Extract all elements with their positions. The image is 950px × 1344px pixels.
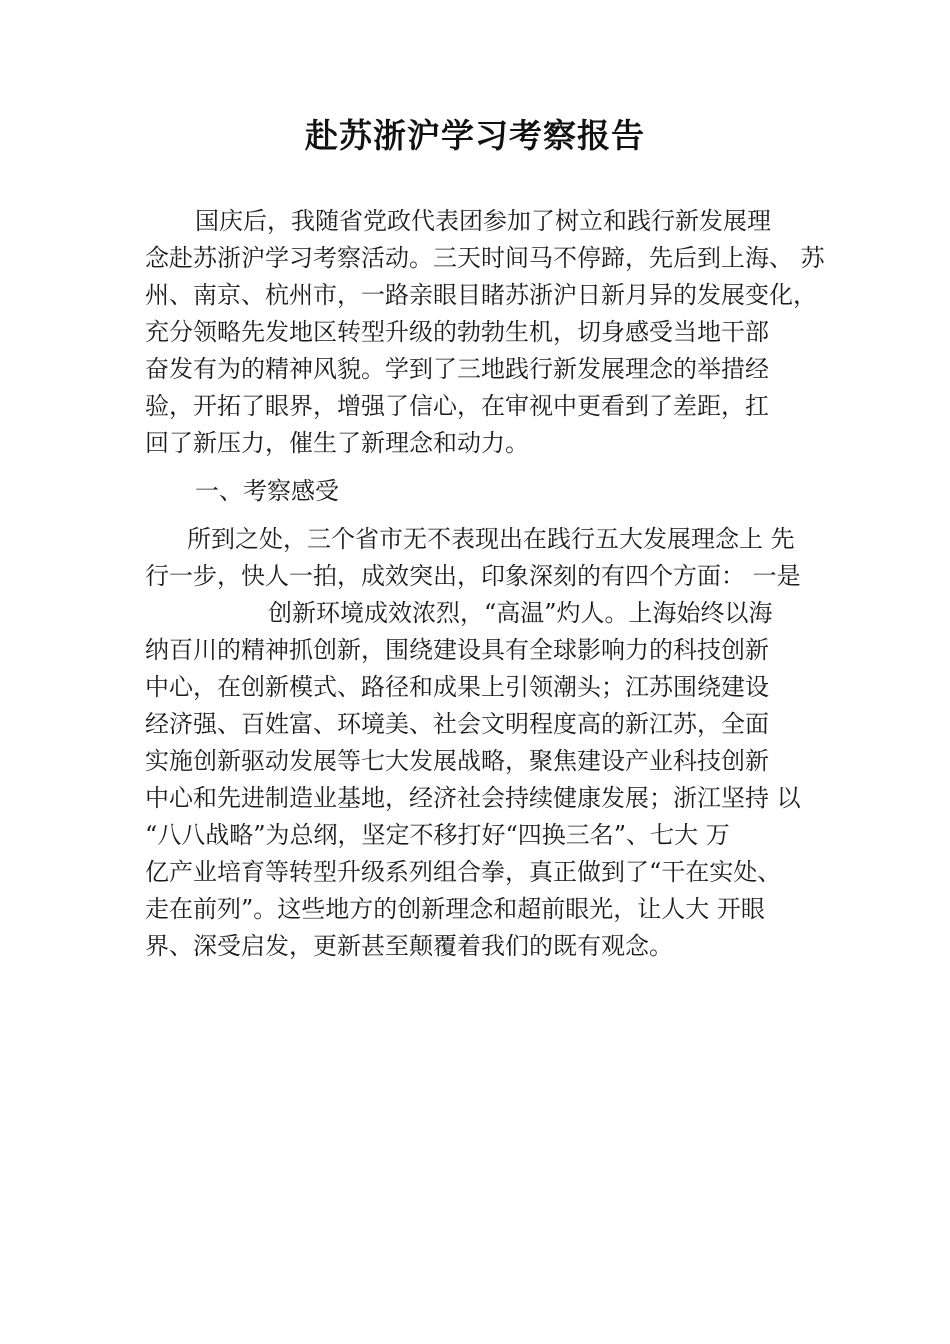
paragraph2-line-1: 所到之处，三个省市无不表现出在践行五大发展理念上 先: [187, 525, 795, 553]
document-title: 赴苏浙沪学习考察报告: [305, 116, 645, 155]
paragraph1-line-6: 验，开拓了眼界，增强了信心，在审视中更看到了差距，扛: [145, 392, 769, 420]
paragraph2-line-7: 实施创新驱动发展等七大发展战略，聚焦建设产业科技创新: [145, 747, 769, 775]
paragraph2-line-3: 创新环境成效浓烈，“高温”灼人。上海始终以海: [268, 599, 773, 627]
paragraph2-line-4: 纳百川的精神抓创新，围绕建设具有全球影响力的科技创新: [145, 636, 769, 664]
paragraph2-line-11: 走在前列”。这些地方的创新理念和超前眼光，让人大 开眼: [145, 895, 765, 923]
paragraph1-line-2: 念赴苏浙沪学习考察活动。三天时间马不停蹄，先后到上海、 苏: [145, 244, 825, 272]
paragraph2-line-9: “八八战略”为总纲，坚定不移打好“四换三名”、七大 万: [145, 821, 730, 849]
paragraph2-line-2: 行一步，快人一拍，成效突出，印象深刻的有四个方面： 一是: [145, 562, 801, 590]
paragraph1-line-1: 国庆后，我随省党政代表团参加了树立和践行新发展理: [195, 207, 771, 235]
section1-heading: 一、考察感受: [195, 477, 339, 505]
paragraph2-line-10: 亿产业培育等转型升级系列组合拳，真正做到了“干在实处、: [145, 858, 782, 886]
paragraph1-line-4: 充分领略先发地区转型升级的勃勃生机，切身感受当地干部: [145, 318, 769, 346]
paragraph2-line-5: 中心，在创新模式、路径和成果上引领潮头；江苏围绕建设: [145, 673, 769, 701]
paragraph2-line-12: 界、深受启发，更新甚至颠覆着我们的既有观念。: [145, 932, 673, 960]
paragraph1-line-7: 回了新压力，催生了新理念和动力。: [145, 429, 529, 457]
paragraph2-line-6: 经济强、百姓富、环境美、社会文明程度高的新江苏，全面: [145, 710, 769, 738]
paragraph1-line-3: 州、南京、杭州市，一路亲眼目睹苏浙沪日新月异的发展变化，: [145, 281, 817, 309]
paragraph2-line-8: 中心和先进制造业基地，经济社会持续健康发展；浙江坚持 以: [145, 784, 801, 812]
paragraph1-line-5: 奋发有为的精神风貌。学到了三地践行新发展理念的举措经: [145, 355, 769, 383]
